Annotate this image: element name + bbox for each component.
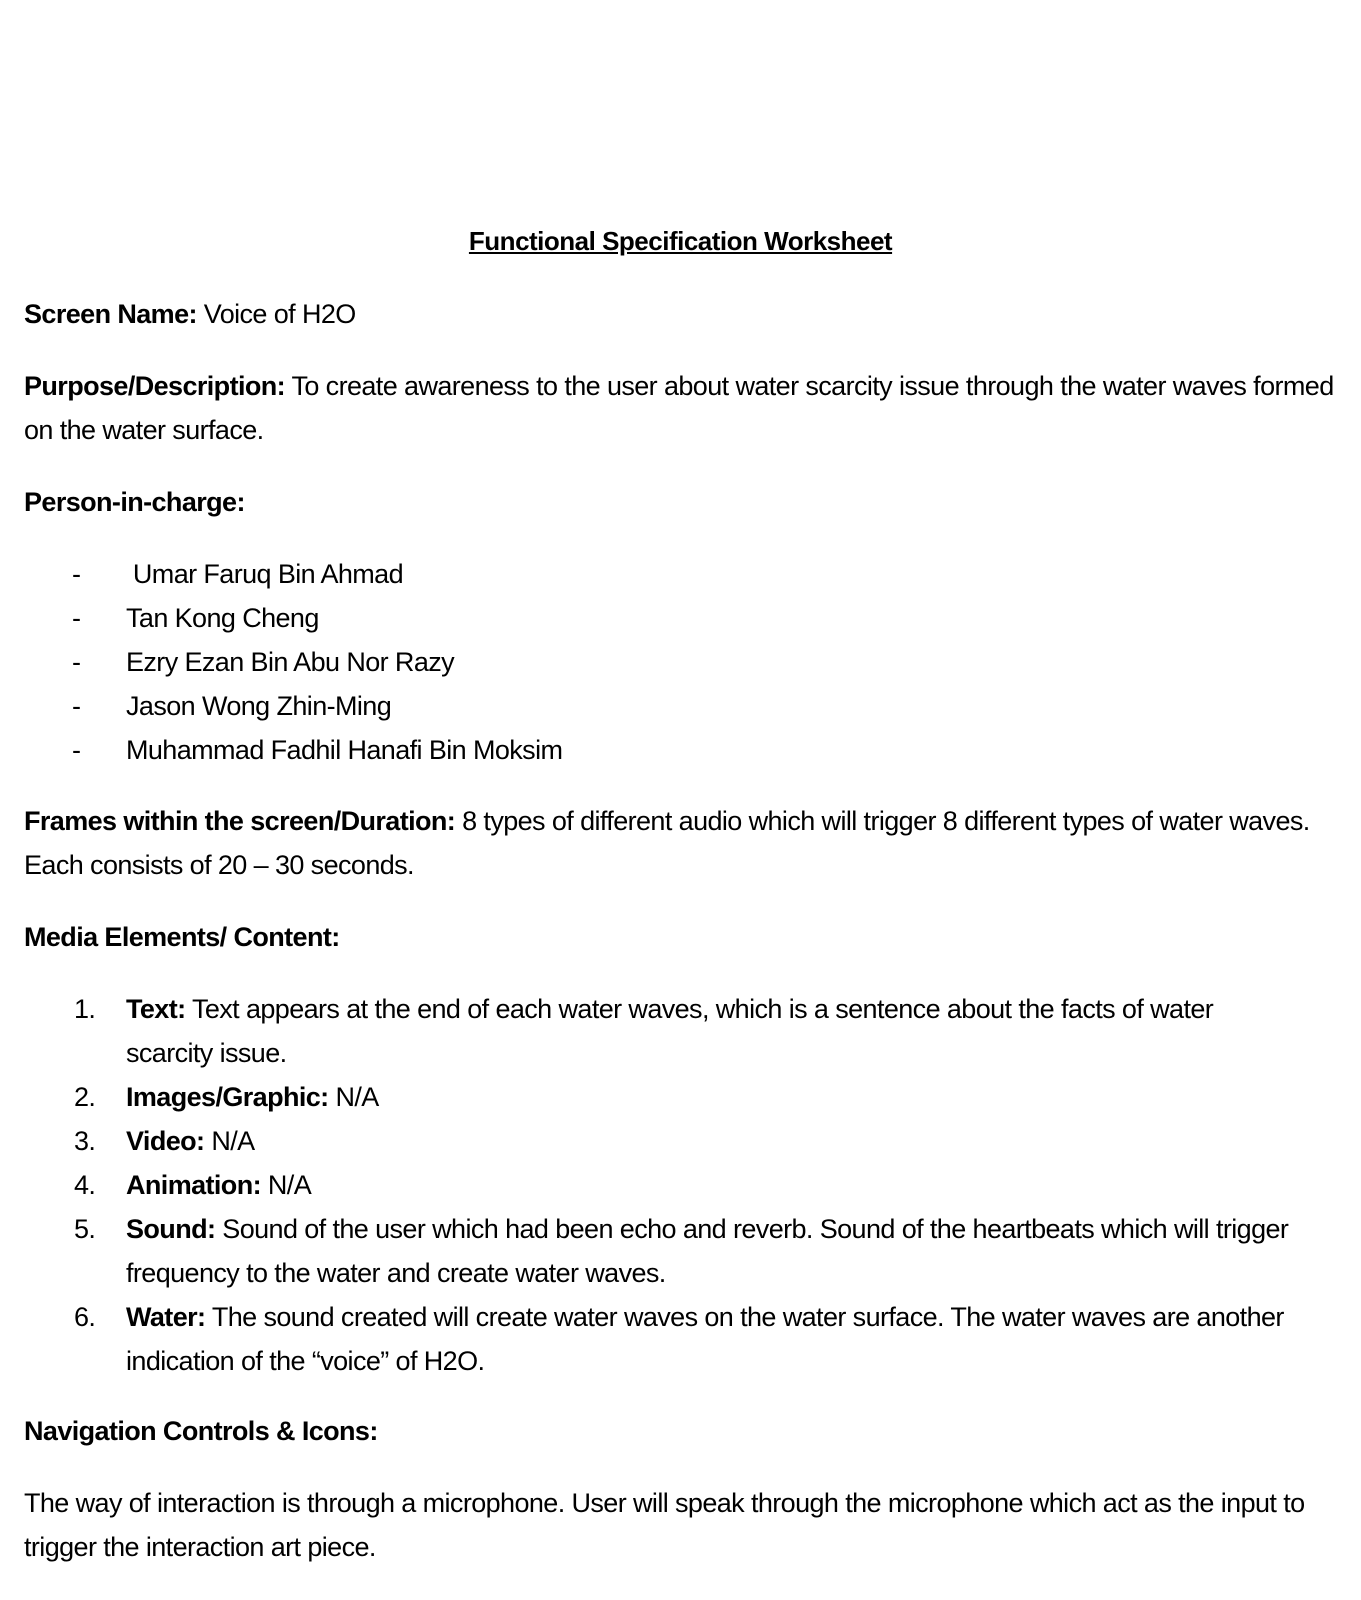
list-item [0, 640, 1000, 684]
media-heading [24, 915, 1339, 959]
item-value: The sound created will create water waves on the water surface. The water waves are another indication of the “voice” of H2O. [126, 1302, 1284, 1376]
list-item [0, 728, 1000, 772]
item-label: Text: [126, 994, 186, 1024]
person-name: Ezry Ezan Bin Abu Nor Razy [126, 647, 455, 677]
navigation-description: The way of interaction is through a microphone. User will speak through the microphone which act as the input to trigger the interaction art piece. [24, 1488, 1305, 1562]
list-item [0, 1119, 1306, 1163]
document-title: Functional Specification Worksheet [468, 226, 893, 256]
purpose-field [24, 364, 1339, 452]
item-number: 6. [74, 1302, 96, 1332]
list-item [0, 596, 1000, 640]
dash-bullet: - [72, 559, 81, 589]
item-value: N/A [211, 1126, 255, 1156]
list-item [0, 552, 1000, 596]
person-in-charge-label: Person-in-charge: [24, 487, 245, 517]
item-label: Animation: [126, 1170, 261, 1200]
item-value: N/A [267, 1170, 312, 1200]
item-label: Sound: [126, 1214, 216, 1244]
navigation-heading [24, 1409, 1339, 1453]
list-item [0, 987, 1306, 1075]
item-label: Images/Graphic: [126, 1082, 329, 1112]
person-name: Muhammad Fadhil Hanafi Bin Moksim [126, 735, 563, 765]
frames-value: 8 types of different audio which will trigger 8 different types of water waves. Each consists of 20 – 30 seconds. [24, 806, 1310, 880]
item-value: Text appears at the end of each water waves, which is a sentence about the facts of water scarcity issue. [126, 994, 1214, 1068]
item-number: 3. [74, 1126, 96, 1156]
list-item [0, 1295, 1306, 1383]
media-list [0, 987, 1361, 1383]
person-name: Umar Faruq Bin Ahmad [126, 559, 404, 589]
screen-name-field [24, 292, 1339, 336]
dash-bullet: - [72, 603, 81, 633]
dash-bullet: - [72, 691, 81, 721]
media-label: Media Elements/ Content: [24, 922, 340, 952]
purpose-value: To create awareness to the user about water scarcity issue through the water waves formed on the water surface. [24, 371, 1334, 445]
screen-name-value: Voice of H2O [203, 299, 356, 329]
list-item [0, 1163, 1306, 1207]
person-name: Tan Kong Cheng [126, 603, 319, 633]
navigation-label: Navigation Controls & Icons: [24, 1416, 378, 1446]
item-value: Sound of the user which had been echo and reverb. Sound of the heartbeats which will trigger frequency to the water and create water waves. [126, 1214, 1289, 1288]
item-number: 2. [74, 1082, 96, 1112]
item-label: Video: [126, 1126, 205, 1156]
person-name: Jason Wong Zhin-Ming [126, 691, 392, 721]
item-number: 5. [74, 1214, 96, 1244]
dash-bullet: - [72, 735, 81, 765]
list-item [0, 1207, 1306, 1295]
list-item [0, 684, 1000, 728]
purpose-label: Purpose/Description: [24, 371, 286, 401]
frames-label: Frames within the screen/Duration: [24, 806, 456, 836]
screen-name-label: Screen Name: [24, 299, 197, 329]
item-number: 4. [74, 1170, 96, 1200]
frames-field [24, 799, 1339, 887]
list-item [0, 1075, 1306, 1119]
item-value: N/A [335, 1082, 379, 1112]
item-number: 1. [74, 994, 96, 1024]
dash-bullet: - [72, 647, 81, 677]
item-label: Water: [126, 1302, 206, 1332]
person-in-charge-heading [24, 480, 1339, 524]
